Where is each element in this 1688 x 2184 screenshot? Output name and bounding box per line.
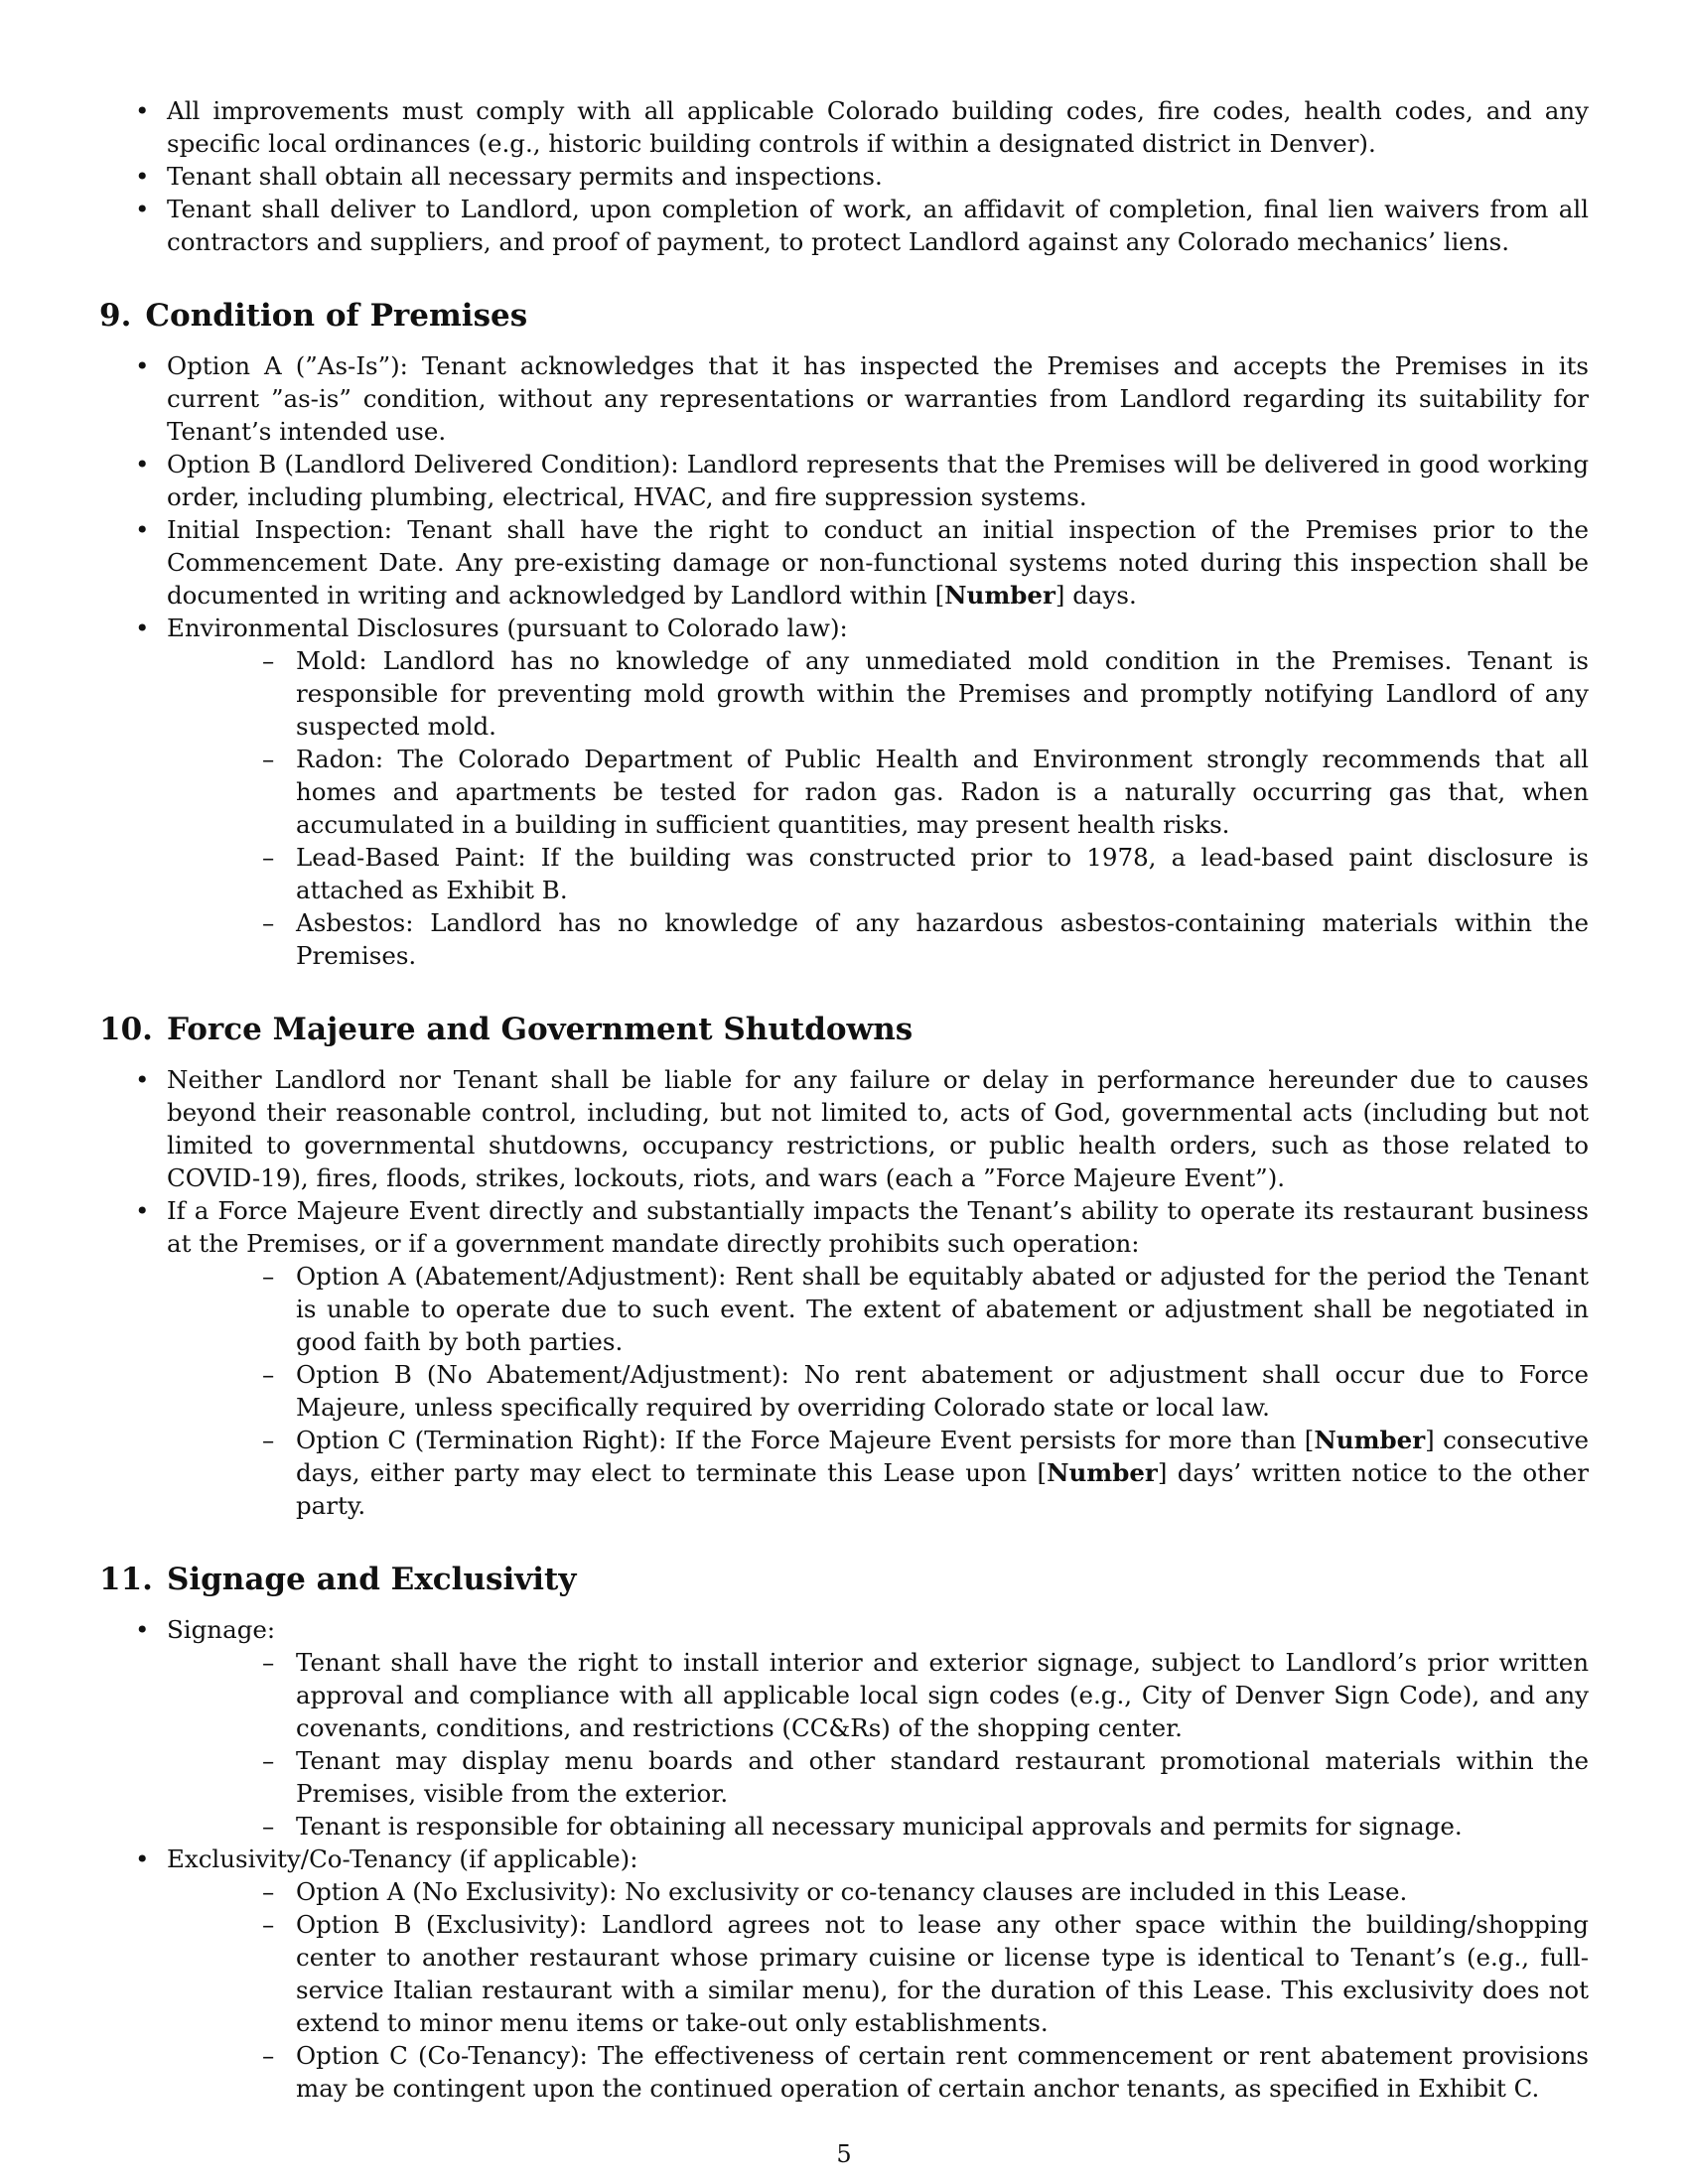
text-run: ] consecutive days, either party may elect to terminate this Lease upon [: [296, 1426, 1589, 1487]
list-item: • Option A (”As-Is”): Tenant acknowledges that it has inspected the Premises and accepts the Premises in its current ”as-is” condition, without any representations or warranties from Landlord regarding its suitability for Tenant’s intended use.: [99, 349, 1589, 448]
sub-list: [234, 1646, 1589, 1843]
section-heading-10: [99, 1010, 1589, 1049]
section-11-list: [99, 1613, 1589, 2105]
sub-list-item: – Option A (No Exclusivity): No exclusivity or co-tenancy clauses are included in this Lease.: [167, 1875, 1589, 1908]
section-number: 9.: [99, 298, 132, 334]
text-run: ] days.: [1055, 581, 1137, 610]
section-title: Signage and Exclusivity: [166, 1562, 577, 1597]
list-item: [99, 513, 1589, 612]
list-item: • Neither Landlord nor Tenant shall be liable for any failure or delay in performance hereunder due to causes beyond their reasonable control, including, but not limited to, acts of God, governmental acts (including but not limited to governmental shutdowns, occupancy restrictions, or public health orders, such as those related to COVID-19), fires, floods, strikes, lockouts, riots, and wars (each a ”Force Majeure Event”).: [99, 1063, 1589, 1194]
sub-list-item: – Option B (No Abatement/Adjustment): No rent abatement or adjustment shall occur due to Force Majeure, unless specifically required by overriding Colorado state or local law.: [167, 1358, 1589, 1424]
sub-list-item: [167, 1424, 1589, 1522]
list-item: • Tenant shall obtain all necessary permits and inspections.: [99, 160, 1589, 193]
text-run: Environmental Disclosures (pursuant to Colorado law):: [167, 614, 848, 642]
sub-list-item: – Option B (Exclusivity): Landlord agrees not to lease any other space within the building/shopping center to another restaurant whose primary cuisine or license type is identical to Tenant’s (e.g., full-service Italian restaurant with a similar menu), for the duration of this Lease. This exclusivity does not extend to minor menu items or take-out only establishments.: [167, 1908, 1589, 2039]
intro-list: [99, 94, 1589, 258]
section-title: Condition of Premises: [145, 298, 528, 334]
section-10-list: [99, 1063, 1589, 1522]
sub-list-item: – Mold: Landlord has no knowledge of any unmediated mold condition in the Premises. Tenant is responsible for preventing mold growth within the Premises and promptly notifying Landlord of any suspected mold.: [167, 644, 1589, 743]
sub-list-item: – Tenant is responsible for obtaining all necessary municipal approvals and permits for signage.: [167, 1810, 1589, 1843]
list-item: [99, 1194, 1589, 1522]
list-item: [99, 1843, 1589, 2105]
document-page: [99, 94, 1589, 2105]
sub-list: [234, 1260, 1589, 1522]
section-9-list: [99, 349, 1589, 972]
placeholder-number: Number: [1047, 1458, 1158, 1487]
sub-list-item: – Radon: The Colorado Department of Public Health and Environment strongly recommends that all homes and apartments be tested for radon gas. Radon is a naturally occurring gas that, when accumulated in a building in sufficient quantities, may present health risks.: [167, 743, 1589, 841]
sub-list-item: – Option A (Abatement/Adjustment): Rent shall be equitably abated or adjusted for the period the Tenant is unable to operate due to such event. The extent of abatement or adjustment shall be negotiated in good faith by both parties.: [167, 1260, 1589, 1358]
list-item: • Option B (Landlord Delivered Condition): Landlord represents that the Premises will be delivered in good working order, including plumbing, electrical, HVAC, and fire suppression systems.: [99, 448, 1589, 513]
text-run: If a Force Majeure Event directly and substantially impacts the Tenant’s ability to operate its restaurant business at the Premises, or if a government mandate directly prohibits such operation:: [167, 1196, 1589, 1258]
list-item: • All improvements must comply with all applicable Colorado building codes, fire codes, health codes, and any specific local ordinances (e.g., historic building controls if within a designated district in Denver).: [99, 94, 1589, 160]
list-item: [99, 612, 1589, 972]
section-number: 11.: [99, 1562, 153, 1597]
text-run: ] days’ written notice to the other party.: [296, 1458, 1589, 1520]
sub-list-item: – Tenant may display menu boards and other standard restaurant promotional materials within the Premises, visible from the exterior.: [167, 1744, 1589, 1810]
sub-list-item: – Lead-Based Paint: If the building was constructed prior to 1978, a lead-based paint disclosure is attached as Exhibit B.: [167, 841, 1589, 906]
section-heading-9: [99, 296, 1589, 336]
sub-list-item: – Tenant shall have the right to install interior and exterior signage, subject to Landlord’s prior written approval and compliance with all applicable local sign codes (e.g., City of Denver Sign Code), and any covenants, conditions, and restrictions (CC&Rs) of the shopping center.: [167, 1646, 1589, 1744]
placeholder-number: Number: [1314, 1426, 1426, 1454]
text-run: Exclusivity/Co-Tenancy (if applicable):: [167, 1844, 638, 1873]
section-heading-11: [99, 1560, 1589, 1599]
list-item: [99, 1613, 1589, 1843]
sub-list: [234, 644, 1589, 972]
text-run: Initial Inspection: Tenant shall have the right to conduct an initial inspection of the Premises prior to the Commencement Date. Any pre-existing damage or non-functional systems noted during this inspection shall be documented in writing and acknowledged by Landlord within [: [167, 515, 1589, 610]
page-number: 5: [836, 2140, 852, 2168]
text-run: Signage:: [167, 1615, 276, 1644]
sub-list: [234, 1875, 1589, 2105]
sub-list-item: – Option C (Co-Tenancy): The effectiveness of certain rent commencement or rent abatement provisions may be contingent upon the continued operation of certain anchor tenants, as specified in Exhibit C.: [167, 2039, 1589, 2105]
section-title: Force Majeure and Government Shutdowns: [166, 1012, 914, 1047]
section-number: 10.: [99, 1012, 153, 1047]
sub-list-item: – Asbestos: Landlord has no knowledge of any hazardous asbestos-containing materials within the Premises.: [167, 906, 1589, 972]
placeholder-number: Number: [944, 581, 1055, 610]
text-run: Option C (Termination Right): If the Force Majeure Event persists for more than [: [296, 1426, 1315, 1454]
list-item: • Tenant shall deliver to Landlord, upon completion of work, an affidavit of completion, final lien waivers from all contractors and suppliers, and proof of payment, to protect Landlord against any Colorado mechanics’ liens.: [99, 193, 1589, 258]
